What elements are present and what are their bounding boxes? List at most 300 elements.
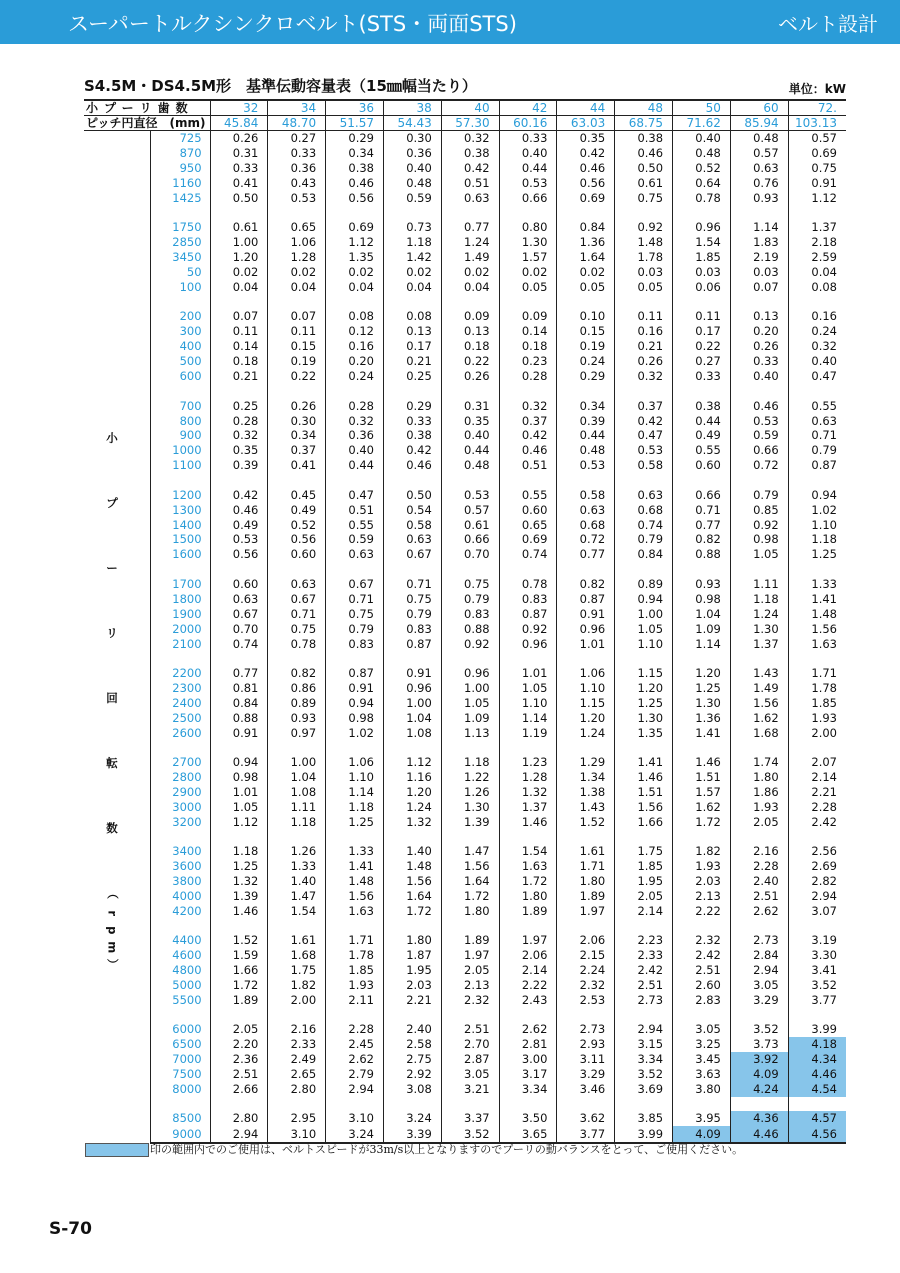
capacity-cell: 1.97 — [441, 948, 499, 963]
capacity-cell: 0.93 — [730, 191, 788, 206]
capacity-cell: 0.59 — [326, 532, 384, 547]
capacity-cell: 0.63 — [326, 547, 384, 562]
capacity-cell: 0.76 — [730, 176, 788, 191]
capacity-cell: 0.93 — [673, 577, 731, 592]
capacity-cell: 0.49 — [210, 517, 268, 532]
capacity-cell: 1.20 — [383, 785, 441, 800]
capacity-cell: 1.43 — [730, 666, 788, 681]
capacity-cell: 1.57 — [673, 785, 731, 800]
spacer-cell — [210, 919, 268, 933]
capacity-cell: 1.56 — [383, 874, 441, 889]
spacer-cell — [150, 740, 210, 754]
capacity-cell: 3.10 — [268, 1126, 326, 1143]
capacity-cell: 0.83 — [441, 606, 499, 621]
capacity-cell: 0.36 — [326, 428, 384, 443]
capacity-cell: 1.13 — [441, 725, 499, 740]
capacity-cell: 0.46 — [383, 458, 441, 473]
capacity-cell: 2.32 — [441, 993, 499, 1008]
capacity-cell: 1.35 — [326, 250, 384, 265]
capacity-cell: 0.15 — [557, 324, 615, 339]
capacity-cell: 0.56 — [210, 547, 268, 562]
capacity-cell: 0.98 — [730, 532, 788, 547]
table-row — [84, 889, 846, 904]
capacity-cell: 1.14 — [730, 220, 788, 235]
spacer-cell — [326, 829, 384, 843]
capacity-cell: 0.26 — [730, 339, 788, 354]
capacity-cell: 0.61 — [210, 220, 268, 235]
capacity-cell: 0.21 — [383, 354, 441, 369]
capacity-cell: 2.32 — [673, 933, 731, 948]
capacity-cell: 0.05 — [499, 280, 557, 295]
capacity-cell: 2.56 — [788, 844, 846, 859]
spacer-cell — [383, 1097, 441, 1111]
spacer-cell — [441, 473, 499, 487]
capacity-cell: 0.31 — [210, 146, 268, 161]
rpm-cell: 300 — [150, 324, 210, 339]
capacity-cell: 0.67 — [268, 592, 326, 607]
table-row — [84, 1067, 846, 1082]
capacity-cell: 0.89 — [615, 577, 673, 592]
spacer-cell — [788, 1008, 846, 1022]
capacity-cell: 0.18 — [499, 339, 557, 354]
capacity-cell: 2.51 — [615, 978, 673, 993]
capacity-cell: 1.51 — [673, 770, 731, 785]
rpm-axis-label — [84, 131, 150, 1144]
capacity-cell: 2.22 — [499, 978, 557, 993]
capacity-cell: 2.13 — [441, 978, 499, 993]
capacity-cell: 1.28 — [499, 770, 557, 785]
capacity-cell: 1.80 — [499, 889, 557, 904]
capacity-cell: 1.62 — [673, 800, 731, 815]
capacity-cell: 0.71 — [383, 577, 441, 592]
spacer-cell — [150, 562, 210, 576]
capacity-cell: 0.44 — [326, 458, 384, 473]
capacity-cell: 0.78 — [268, 636, 326, 651]
spacer-cell — [673, 1008, 731, 1022]
capacity-cell: 1.22 — [441, 770, 499, 785]
spacer-cell — [557, 1008, 615, 1022]
capacity-cell: 0.38 — [673, 398, 731, 413]
capacity-cell: 1.54 — [268, 904, 326, 919]
capacity-cell: 0.74 — [615, 517, 673, 532]
capacity-cell: 1.62 — [730, 710, 788, 725]
capacity-cell: 1.89 — [441, 933, 499, 948]
capacity-cell: 3.45 — [673, 1052, 731, 1067]
rpm-cell: 5000 — [150, 978, 210, 993]
capacity-cell: 1.30 — [730, 621, 788, 636]
capacity-cell: 0.48 — [673, 146, 731, 161]
capacity-cell: 0.08 — [788, 280, 846, 295]
capacity-cell: 0.51 — [499, 458, 557, 473]
capacity-cell: 1.72 — [441, 889, 499, 904]
capacity-cell: 1.10 — [788, 517, 846, 532]
capacity-cell: 0.63 — [383, 532, 441, 547]
capacity-cell: 0.47 — [326, 487, 384, 502]
group-spacer — [84, 829, 846, 843]
capacity-cell: 1.56 — [615, 800, 673, 815]
capacity-cell: 0.79 — [788, 443, 846, 458]
capacity-cell: 0.68 — [615, 502, 673, 517]
capacity-cell: 0.07 — [210, 309, 268, 324]
group-spacer — [84, 740, 846, 754]
capacity-cell: 4.09 — [673, 1126, 731, 1143]
capacity-cell: 1.33 — [788, 577, 846, 592]
capacity-cell: 0.20 — [730, 324, 788, 339]
capacity-cell: 0.02 — [210, 265, 268, 280]
capacity-cell: 3.77 — [788, 993, 846, 1008]
rpm-cell: 6000 — [150, 1022, 210, 1037]
capacity-cell: 0.32 — [326, 413, 384, 428]
capacity-cell: 1.08 — [268, 785, 326, 800]
capacity-cell: 2.51 — [441, 1022, 499, 1037]
capacity-cell: 0.58 — [383, 517, 441, 532]
capacity-cell: 0.28 — [326, 398, 384, 413]
capacity-cell: 0.91 — [557, 606, 615, 621]
capacity-cell: 1.40 — [383, 844, 441, 859]
capacity-cell: 1.97 — [499, 933, 557, 948]
spacer-cell — [499, 295, 557, 309]
capacity-cell: 0.11 — [268, 324, 326, 339]
capacity-cell: 0.74 — [499, 547, 557, 562]
capacity-cell: 0.36 — [383, 146, 441, 161]
capacity-cell: 1.52 — [557, 815, 615, 830]
capacity-cell: 1.95 — [383, 963, 441, 978]
spacer-cell — [383, 295, 441, 309]
capacity-cell: 0.87 — [788, 458, 846, 473]
capacity-cell: 1.71 — [326, 933, 384, 948]
capacity-cell: 1.41 — [673, 725, 731, 740]
capacity-cell: 1.85 — [326, 963, 384, 978]
capacity-cell: 0.47 — [615, 428, 673, 443]
capacity-cell: 0.47 — [788, 369, 846, 384]
capacity-cell: 2.94 — [326, 1082, 384, 1097]
capacity-cell: 0.94 — [615, 592, 673, 607]
capacity-cell: 0.38 — [441, 146, 499, 161]
rpm-cell: 3400 — [150, 844, 210, 859]
rpm-cell: 100 — [150, 280, 210, 295]
capacity-cell: 3.17 — [499, 1067, 557, 1082]
capacity-cell: 0.16 — [615, 324, 673, 339]
capacity-cell: 0.84 — [615, 547, 673, 562]
capacity-cell: 1.59 — [210, 948, 268, 963]
capacity-cell: 0.02 — [557, 265, 615, 280]
capacity-cell: 1.28 — [268, 250, 326, 265]
rpm-cell: 1700 — [150, 577, 210, 592]
capacity-cell: 3.52 — [730, 1022, 788, 1037]
capacity-cell: 4.56 — [788, 1126, 846, 1143]
capacity-cell: 2.14 — [499, 963, 557, 978]
capacity-cell: 0.26 — [268, 398, 326, 413]
capacity-cell: 3.99 — [788, 1022, 846, 1037]
table-row — [84, 458, 846, 473]
capacity-cell: 0.96 — [383, 681, 441, 696]
capacity-cell: 1.61 — [268, 933, 326, 948]
capacity-cell: 0.59 — [383, 191, 441, 206]
capacity-cell: 1.18 — [210, 844, 268, 859]
teeth-cell: 34 — [268, 100, 326, 116]
table-row — [84, 874, 846, 889]
capacity-cell: 0.44 — [441, 443, 499, 458]
spacer-cell — [499, 1097, 557, 1111]
capacity-cell: 3.46 — [557, 1082, 615, 1097]
capacity-cell: 0.78 — [499, 577, 557, 592]
capacity-cell: 1.49 — [441, 250, 499, 265]
spacer-cell — [557, 384, 615, 398]
capacity-cell: 2.00 — [788, 725, 846, 740]
capacity-cell: 0.94 — [326, 696, 384, 711]
capacity-cell: 2.16 — [268, 1022, 326, 1037]
capacity-cell: 0.21 — [615, 339, 673, 354]
capacity-cell: 2.65 — [268, 1067, 326, 1082]
capacity-cell: 0.24 — [557, 354, 615, 369]
capacity-cell: 1.54 — [499, 844, 557, 859]
capacity-cell: 0.14 — [210, 339, 268, 354]
spacer-cell — [788, 740, 846, 754]
capacity-cell: 1.24 — [730, 606, 788, 621]
capacity-cell: 3.15 — [615, 1037, 673, 1052]
spacer-cell — [150, 919, 210, 933]
capacity-cell: 2.51 — [730, 889, 788, 904]
capacity-cell: 0.11 — [673, 309, 731, 324]
table-row — [84, 220, 846, 235]
spacer-cell — [499, 651, 557, 665]
spacer-cell — [730, 384, 788, 398]
capacity-cell: 0.73 — [383, 220, 441, 235]
spacer-cell — [615, 562, 673, 576]
capacity-cell: 3.05 — [730, 978, 788, 993]
capacity-cell: 0.48 — [557, 443, 615, 458]
table-row — [84, 844, 846, 859]
capacity-cell: 1.14 — [499, 710, 557, 725]
capacity-cell: 1.61 — [557, 844, 615, 859]
table-row — [84, 963, 846, 978]
capacity-cell: 0.03 — [615, 265, 673, 280]
capacity-cell: 1.18 — [730, 592, 788, 607]
spacer-cell — [268, 295, 326, 309]
spacer-cell — [268, 740, 326, 754]
capacity-cell: 2.22 — [673, 904, 731, 919]
capacity-cell: 2.28 — [326, 1022, 384, 1037]
capacity-cell: 0.26 — [441, 369, 499, 384]
capacity-cell: 1.49 — [730, 681, 788, 696]
capacity-cell: 0.91 — [383, 666, 441, 681]
spacer-cell — [441, 562, 499, 576]
capacity-cell: 0.40 — [730, 369, 788, 384]
spacer-cell — [557, 740, 615, 754]
capacity-cell: 0.96 — [499, 636, 557, 651]
capacity-cell: 0.49 — [268, 502, 326, 517]
teeth-cell: 60 — [730, 100, 788, 116]
table-row — [84, 502, 846, 517]
capacity-cell: 0.56 — [557, 176, 615, 191]
capacity-cell: 2.83 — [673, 993, 731, 1008]
capacity-cell: 2.23 — [615, 933, 673, 948]
capacity-cell: 3.65 — [499, 1126, 557, 1143]
rpm-cell: 4400 — [150, 933, 210, 948]
spacer-cell — [673, 829, 731, 843]
rpm-cell: 1160 — [150, 176, 210, 191]
spacer-cell — [383, 384, 441, 398]
spacer-cell — [673, 295, 731, 309]
capacity-cell: 2.16 — [730, 844, 788, 859]
capacity-cell: 3.80 — [673, 1082, 731, 1097]
rpm-cell: 6500 — [150, 1037, 210, 1052]
capacity-cell: 0.96 — [441, 666, 499, 681]
capacity-cell: 2.05 — [730, 815, 788, 830]
capacity-cell: 0.06 — [673, 280, 731, 295]
capacity-cell: 0.16 — [788, 309, 846, 324]
spacer-cell — [673, 562, 731, 576]
capacity-cell: 0.52 — [673, 161, 731, 176]
spacer-cell — [557, 829, 615, 843]
capacity-cell: 0.96 — [557, 621, 615, 636]
rpm-cell: 725 — [150, 131, 210, 146]
rpm-cell: 200 — [150, 309, 210, 324]
capacity-cell: 0.57 — [441, 502, 499, 517]
capacity-cell: 0.98 — [326, 710, 384, 725]
rpm-cell: 1900 — [150, 606, 210, 621]
capacity-cell: 0.98 — [210, 770, 268, 785]
capacity-cell: 0.57 — [730, 146, 788, 161]
rpm-cell: 2600 — [150, 725, 210, 740]
capacity-cell: 0.38 — [383, 428, 441, 443]
spacer-cell — [210, 473, 268, 487]
capacity-cell: 1.71 — [788, 666, 846, 681]
spacer-cell — [615, 740, 673, 754]
capacity-cell: 1.47 — [268, 889, 326, 904]
capacity-cell: 1.06 — [557, 666, 615, 681]
unit-label: 単位：kW — [788, 82, 846, 96]
capacity-cell: 2.24 — [557, 963, 615, 978]
capacity-cell: 1.32 — [210, 874, 268, 889]
capacity-cell: 0.40 — [673, 131, 731, 146]
spacer-cell — [788, 473, 846, 487]
capacity-cell: 1.95 — [615, 874, 673, 889]
pitch-cell: 57.30 — [441, 116, 499, 131]
capacity-cell: 0.33 — [383, 413, 441, 428]
table-row — [84, 725, 846, 740]
capacity-cell: 0.88 — [673, 547, 731, 562]
spacer-cell — [730, 1008, 788, 1022]
capacity-cell: 3.62 — [557, 1111, 615, 1126]
capacity-cell: 1.89 — [499, 904, 557, 919]
capacity-cell: 0.05 — [615, 280, 673, 295]
spacer-cell — [499, 384, 557, 398]
capacity-cell: 1.11 — [268, 800, 326, 815]
capacity-cell: 0.13 — [441, 324, 499, 339]
capacity-cell: 1.37 — [730, 636, 788, 651]
capacity-cell: 1.64 — [441, 874, 499, 889]
capacity-cell: 0.65 — [268, 220, 326, 235]
capacity-cell: 0.68 — [557, 517, 615, 532]
capacity-cell: 0.36 — [268, 161, 326, 176]
capacity-cell: 0.60 — [210, 577, 268, 592]
capacity-cell: 1.93 — [788, 710, 846, 725]
spacer-cell — [615, 1097, 673, 1111]
capacity-cell: 1.46 — [615, 770, 673, 785]
capacity-cell: 0.32 — [210, 428, 268, 443]
rpm-cell: 2100 — [150, 636, 210, 651]
table-row — [84, 800, 846, 815]
capacity-cell: 2.87 — [441, 1052, 499, 1067]
capacity-cell: 0.87 — [557, 592, 615, 607]
capacity-cell: 3.34 — [615, 1052, 673, 1067]
spacer-cell — [615, 473, 673, 487]
spacer-cell — [788, 829, 846, 843]
capacity-cell: 1.29 — [557, 755, 615, 770]
capacity-cell: 0.31 — [441, 398, 499, 413]
table-row — [84, 280, 846, 295]
spacer-cell — [615, 295, 673, 309]
capacity-cell: 0.46 — [557, 161, 615, 176]
spacer-cell — [730, 919, 788, 933]
capacity-cell: 0.32 — [441, 131, 499, 146]
rpm-cell: 500 — [150, 354, 210, 369]
rpm-axis-char: r — [105, 910, 120, 917]
capacity-cell: 0.55 — [499, 487, 557, 502]
capacity-cell: 3.08 — [383, 1082, 441, 1097]
capacity-cell: 0.83 — [326, 636, 384, 651]
capacity-cell: 1.85 — [788, 696, 846, 711]
capacity-cell: 0.40 — [788, 354, 846, 369]
spacer-cell — [730, 295, 788, 309]
teeth-label: 小プーリ歯数 — [84, 100, 210, 116]
capacity-cell: 0.25 — [383, 369, 441, 384]
spacer-cell — [441, 919, 499, 933]
capacity-cell: 1.66 — [210, 963, 268, 978]
capacity-cell: 0.59 — [730, 428, 788, 443]
capacity-cell: 0.22 — [673, 339, 731, 354]
capacity-cell: 1.33 — [326, 844, 384, 859]
capacity-cell: 1.05 — [441, 696, 499, 711]
capacity-cell: 0.53 — [210, 532, 268, 547]
capacity-cell: 0.32 — [615, 369, 673, 384]
capacity-cell: 4.09 — [730, 1067, 788, 1082]
rpm-cell: 2300 — [150, 681, 210, 696]
group-spacer — [84, 206, 846, 220]
spacer-cell — [730, 562, 788, 576]
capacity-cell: 0.35 — [441, 413, 499, 428]
capacity-cell: 2.28 — [788, 800, 846, 815]
capacity-cell: 2.69 — [788, 859, 846, 874]
capacity-cell: 0.75 — [441, 577, 499, 592]
capacity-cell: 0.61 — [441, 517, 499, 532]
capacity-cell: 0.67 — [383, 547, 441, 562]
capacity-cell: 1.48 — [615, 235, 673, 250]
capacity-cell: 0.46 — [730, 398, 788, 413]
capacity-cell: 1.25 — [615, 696, 673, 711]
spacer-cell — [441, 295, 499, 309]
capacity-cell: 0.02 — [499, 265, 557, 280]
capacity-cell: 0.74 — [210, 636, 268, 651]
spacer-cell — [441, 206, 499, 220]
spacer-cell — [326, 206, 384, 220]
capacity-cell: 0.34 — [268, 428, 326, 443]
spacer-cell — [210, 384, 268, 398]
capacity-cell: 0.71 — [673, 502, 731, 517]
capacity-cell: 0.66 — [441, 532, 499, 547]
table-row — [84, 398, 846, 413]
rpm-cell: 2900 — [150, 785, 210, 800]
table-row — [84, 1022, 846, 1037]
capacity-cell: 1.80 — [557, 874, 615, 889]
capacity-cell: 0.04 — [326, 280, 384, 295]
spacer-cell — [326, 740, 384, 754]
capacity-cell: 0.79 — [441, 592, 499, 607]
capacity-cell: 0.69 — [499, 532, 557, 547]
section-label: ベルト設計 — [778, 12, 878, 36]
capacity-cell: 1.37 — [499, 800, 557, 815]
